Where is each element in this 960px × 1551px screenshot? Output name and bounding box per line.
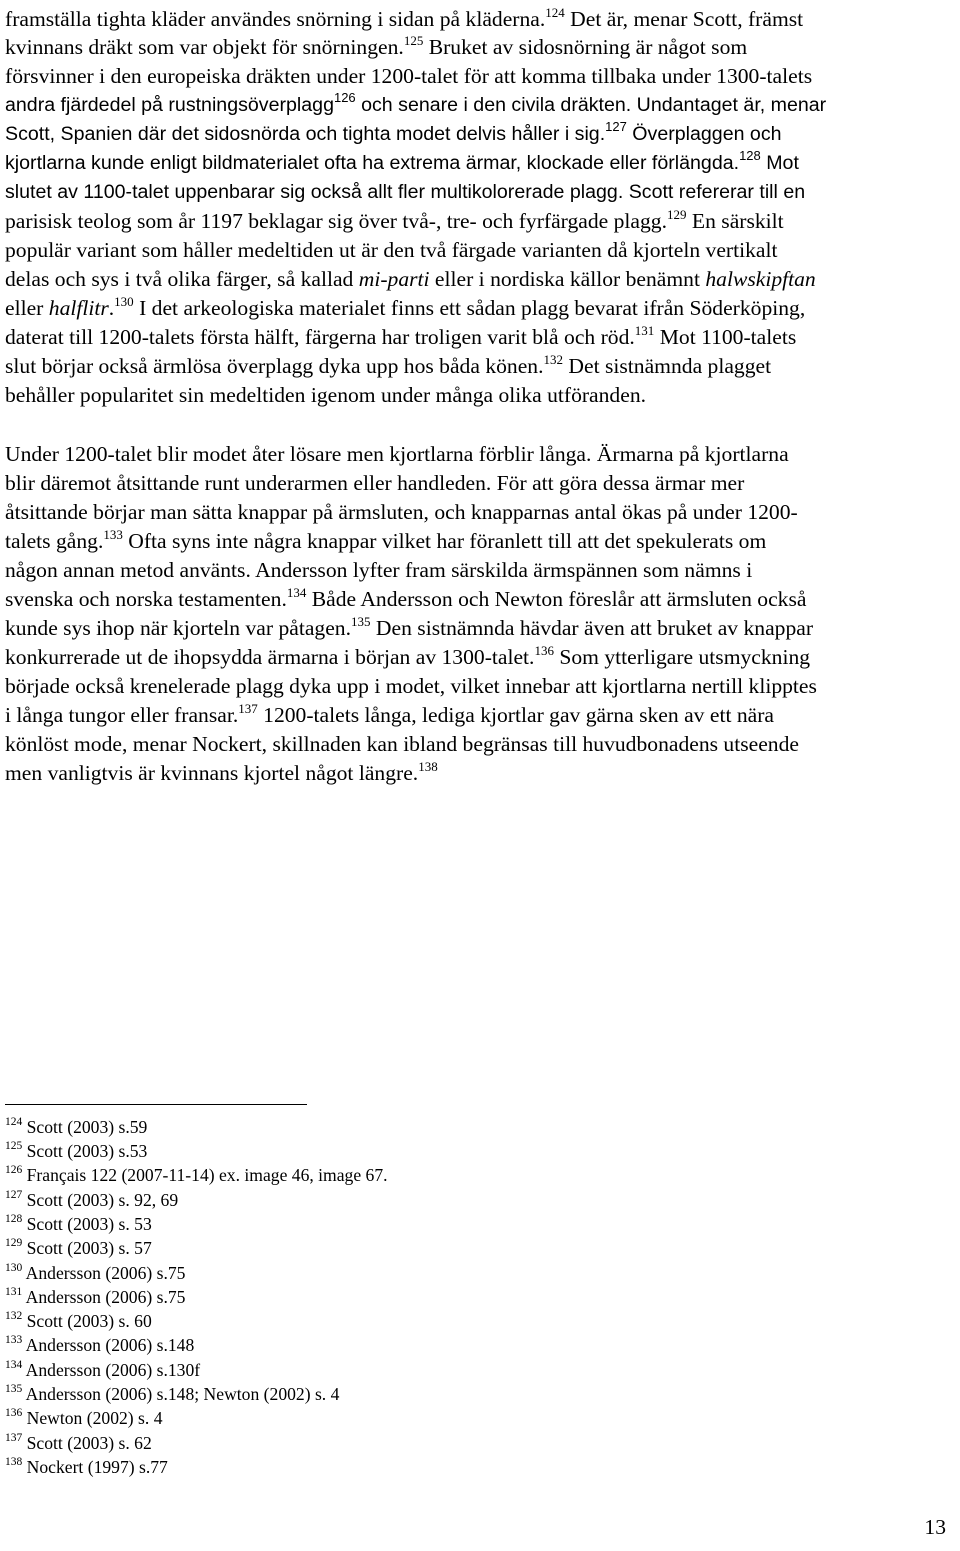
- body-line: [5, 672, 817, 700]
- body-line: [5, 585, 806, 613]
- footnote-number: 133: [5, 1334, 23, 1346]
- footnote: [5, 1116, 147, 1138]
- body-line: [5, 149, 799, 177]
- text-run: könlöst mode, menar Nockert, skillnaden kan ibland begränsas till huvudbonadens utseende: [5, 732, 799, 756]
- body-line: [5, 236, 777, 264]
- body-line: [5, 701, 774, 729]
- footnote: [5, 1334, 194, 1356]
- footnote-number: 134: [5, 1359, 23, 1371]
- text-run: Det är, menar Scott, främst: [564, 7, 804, 31]
- text-run: daterat till 1200-talets första hälft, färgerna har troligen varit blå och röd.: [5, 325, 635, 349]
- footnote: [5, 1286, 185, 1308]
- body-line: [5, 643, 810, 671]
- footnote-number: 128: [5, 1213, 23, 1225]
- text-run: populär variant som håller medeltiden ut är den två färgade varianten då kjorteln vertikalt: [5, 238, 778, 262]
- body-line: [5, 294, 805, 322]
- footnote-text: Scott (2003) s. 60: [22, 1311, 152, 1331]
- body-line: [5, 352, 771, 380]
- footnote-text: Scott (2003) s. 57: [22, 1238, 152, 1258]
- footnote-text: Andersson (2006) s.130f: [22, 1360, 201, 1380]
- footnote-text: Scott (2003) s.59: [22, 1117, 148, 1137]
- footnote: [5, 1140, 147, 1162]
- footnote: [5, 1432, 152, 1454]
- footnote-ref: 132: [543, 352, 564, 367]
- footnote-separator: [5, 1104, 307, 1105]
- text-run: slutet av 1100-talet uppenbarar sig också allt fler multikolorerade plagg. Scott refererar till en: [5, 181, 806, 203]
- text-run: Ofta syns inte några knappar vilket har föranlett till att det spekulerats om: [122, 529, 767, 553]
- text-run: men vanligtvis är kvinnans kjortel något längre.: [5, 761, 419, 785]
- text-run: Mot: [760, 152, 799, 174]
- body-line: [5, 265, 816, 293]
- footnote-number: 138: [5, 1456, 23, 1468]
- body-line: [5, 730, 799, 758]
- footnote-number: 126: [5, 1164, 23, 1176]
- footnote-number: 132: [5, 1310, 23, 1322]
- text-run: kvinnans dräkt som var objekt för snörningen.: [5, 35, 404, 59]
- text-run: andra fjärdedel på rustningsöverplagg: [5, 94, 334, 116]
- italic-term: halflitr: [48, 296, 109, 320]
- footnote-ref: 138: [418, 759, 438, 774]
- footnote-ref: 126: [333, 90, 356, 105]
- text-run: delas och sys i två olika färger, så kallad: [5, 267, 359, 291]
- footnote-ref: 136: [534, 643, 554, 658]
- footnote-ref: 130: [114, 294, 134, 309]
- body-line: [5, 614, 813, 642]
- body-line: [5, 120, 782, 148]
- footnote: [5, 1310, 152, 1332]
- footnote-ref: 124: [545, 5, 565, 20]
- footnote-text: Newton (2002) s. 4: [22, 1408, 163, 1428]
- footnote-ref: 134: [286, 585, 307, 600]
- footnote-text: Andersson (2006) s.75: [22, 1287, 186, 1307]
- text-run: kjortlarna kunde enligt bildmaterialet ofta ha extrema ärmar, klockade eller förlängda.: [5, 152, 740, 174]
- footnote-text: Français 122 (2007-11-14) ex. image 46, image 67.: [22, 1165, 388, 1185]
- body-line: [5, 62, 812, 90]
- text-run: Överplaggen och: [626, 123, 782, 145]
- footnote-number: 124: [5, 1116, 23, 1128]
- text-run: svenska och norska testamenten.: [5, 587, 287, 611]
- text-run: Mot 1100-talets: [654, 325, 797, 349]
- body-line: [5, 178, 805, 206]
- footnote: [5, 1237, 152, 1259]
- text-run: framställa tighta kläder användes snörning i sidan på kläderna.: [5, 7, 546, 31]
- footnote: [5, 1262, 185, 1284]
- footnote-ref: 129: [667, 207, 687, 222]
- text-run: eller i nordiska källor benämnt: [429, 267, 706, 291]
- text-run: började också krenelerade plagg dyka upp i modet, vilket innebar att kjortlarna nertill klipptes: [5, 674, 817, 698]
- text-run: Det sistnämnda plagget: [563, 354, 772, 378]
- footnote-number: 135: [5, 1383, 23, 1395]
- italic-term: halwskipftan: [705, 267, 816, 291]
- footnote: [5, 1456, 168, 1478]
- text-run: .: [108, 296, 115, 320]
- text-run: kunde sys ihop när kjorteln var påtagen.: [5, 616, 352, 640]
- footnote: [5, 1164, 388, 1186]
- text-run: Som ytterligare utsmyckning: [553, 645, 811, 669]
- footnote-text: Scott (2003) s.53: [22, 1141, 148, 1161]
- body-line: [5, 469, 744, 497]
- text-run: Scott, Spanien där det sidosnörda och tighta modet delvis håller i sig.: [5, 123, 606, 145]
- footnote-ref: 125: [403, 33, 424, 48]
- text-run: Under 1200-talet blir modet åter lösare men kjortlarna förblir långa. Ärmarna på kjortlarna: [5, 442, 789, 466]
- footnote-ref: 127: [605, 119, 627, 134]
- footnote: [5, 1189, 178, 1211]
- footnote-text: Andersson (2006) s.148; Newton (2002) s. 4: [22, 1384, 340, 1404]
- footnote-text: Andersson (2006) s.75: [22, 1263, 186, 1283]
- text-run: eller: [5, 296, 49, 320]
- footnote-number: 129: [5, 1237, 23, 1249]
- footnote-ref: 133: [103, 527, 123, 542]
- body-line: [5, 5, 803, 33]
- footnote-ref: 131: [634, 323, 655, 338]
- footnote-text: Scott (2003) s. 92, 69: [22, 1190, 179, 1210]
- text-run: I det arkeologiska materialet finns ett sådan plagg bevarat ifrån Söderköping,: [133, 296, 806, 320]
- text-run: blir däremot åtsittande runt underarmen eller handleden. För att göra dessa ärmar mer: [5, 471, 745, 495]
- footnote-ref: 137: [238, 701, 258, 716]
- text-run: konkurrerade ut de ihopsydda ärmarna i början av 1300-talet.: [5, 645, 535, 669]
- footnote-number: 130: [5, 1262, 23, 1274]
- body-line: [5, 323, 796, 351]
- footnote-ref: 135: [351, 614, 371, 629]
- body-line: [5, 91, 826, 119]
- text-run: En särskilt: [686, 209, 784, 233]
- text-run: 1200-talets långa, lediga kjortlar gav gärna sken av ett nära: [257, 703, 774, 727]
- body-line: [5, 759, 438, 787]
- footnote-number: 125: [5, 1140, 23, 1152]
- text-run: åtsittande börjar man sätta knappar på ärmsluten, och knapparnas antal ökas på under 1200-: [5, 500, 798, 524]
- footnote: [5, 1407, 163, 1429]
- body-line: [5, 498, 798, 526]
- text-run: och senare i den civila dräkten. Undantaget är, menar: [355, 94, 827, 116]
- footnote-ref: 128: [739, 148, 761, 163]
- footnote-text: Andersson (2006) s.148: [22, 1335, 195, 1355]
- text-run: i långa tungor eller fransar.: [5, 703, 239, 727]
- footnote-text: Scott (2003) s. 53: [22, 1214, 152, 1234]
- body-line: [5, 556, 752, 584]
- text-run: parisisk teolog som år 1197 beklagar sig över två-, tre- och fyrfärgade plagg.: [5, 209, 667, 233]
- footnote-number: 137: [5, 1432, 23, 1444]
- footnote-number: 127: [5, 1189, 23, 1201]
- footnote: [5, 1359, 200, 1381]
- body-line: [5, 381, 646, 409]
- footnote-text: Nockert (1997) s.77: [22, 1457, 168, 1477]
- body-line: [5, 33, 747, 61]
- footnote: [5, 1213, 152, 1235]
- footnote-number: 136: [5, 1407, 23, 1419]
- footnote: [5, 1383, 339, 1405]
- text-run: behåller popularitet sin medeltiden igenom under många olika utföranden.: [5, 383, 647, 407]
- text-run: någon annan metod använts. Andersson lyfter fram särskilda ärmspännen som nämns i: [5, 558, 753, 582]
- text-run: försvinner i den europeiska dräkten under 1200-talet för att komma tillbaka under 1300-talets: [5, 64, 813, 88]
- footnote-number: 131: [5, 1286, 23, 1298]
- text-run: Den sistnämnda hävdar även att bruket av knappar: [370, 616, 814, 640]
- italic-term: mi-parti: [358, 267, 430, 291]
- text-run: Bruket av sidosnörning är något som: [423, 35, 748, 59]
- text-run: Både Andersson och Newton föreslår att ärmsluten också: [306, 587, 807, 611]
- body-line: [5, 207, 784, 235]
- text-run: talets gång.: [5, 529, 104, 553]
- body-line: [5, 527, 766, 555]
- text-run: slut börjar också ärmlösa överplagg dyka upp hos båda könen.: [5, 354, 544, 378]
- body-line: [5, 440, 789, 468]
- page-number: 13: [924, 1515, 946, 1539]
- footnote-text: Scott (2003) s. 62: [22, 1433, 152, 1453]
